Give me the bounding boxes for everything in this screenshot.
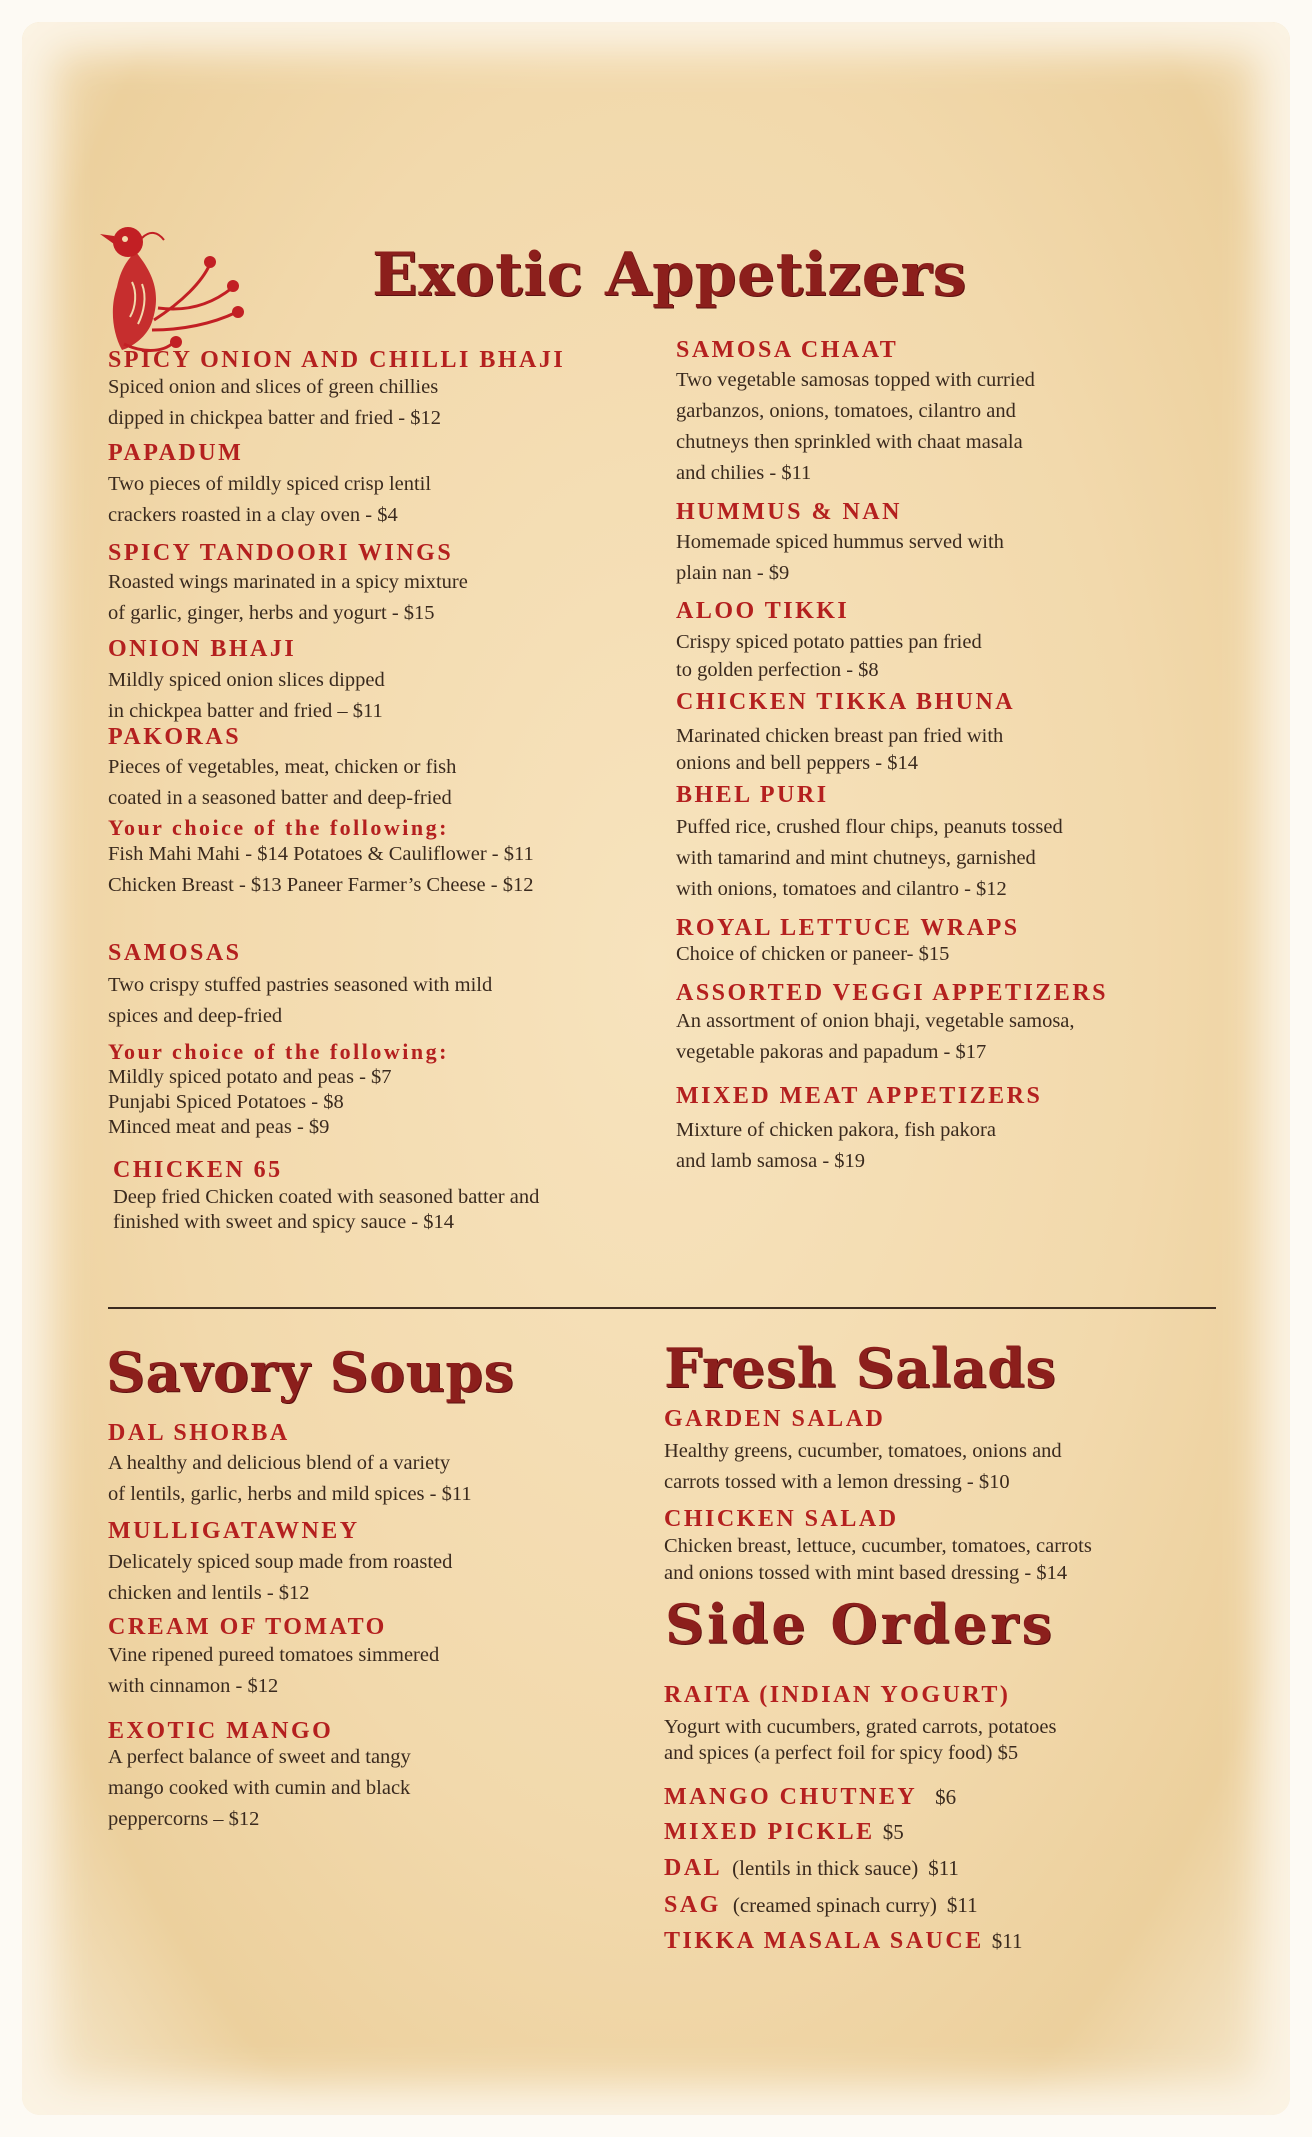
menu-item-desc: Deep fried Chicken coated with seasoned batter and finished with sweet and spicy sauce - $14 — [113, 1186, 540, 1233]
menu-page — [22, 22, 1290, 2115]
menu-item-name: ONION BHAJI — [108, 636, 297, 662]
menu-item-name: SPICY ONION AND CHILLI BHAJI — [108, 347, 566, 373]
menu-item-name: SAMOSAS — [108, 940, 242, 966]
menu-item-name: CHICKEN TIKKA BHUNA — [676, 689, 1016, 715]
choice-options: Mildly spiced potato and peas - $7 Punjabi Spiced Potatoes - $8 Minced meat and peas - $9 — [108, 1066, 392, 1138]
side-order-detail: (lentils in thick sauce) — [732, 1856, 919, 1880]
menu-item-desc: Mildly spiced onion slices dipped in chickpea batter and fried – $11 — [108, 669, 385, 722]
side-order-price: $6 — [935, 1785, 957, 1809]
salads-title: Fresh Salads — [664, 1336, 1057, 1400]
menu-item-desc: Roasted wings marinated in a spicy mixture of garlic, ginger, herbs and yogurt - $15 — [108, 571, 468, 624]
side-order-line — [664, 1784, 956, 1811]
side-order-name: MIXED PICKLE — [664, 1819, 875, 1845]
side-order-price: $11 — [928, 1856, 959, 1880]
menu-item-name: ASSORTED VEGGI APPETIZERS — [676, 980, 1108, 1006]
menu-item-name: CHICKEN 65 — [113, 1157, 283, 1183]
menu-item-name: ALOO TIKKI — [676, 598, 850, 624]
side-order-name: SAG — [664, 1892, 721, 1918]
side-order-price: $11 — [946, 1893, 978, 1917]
menu-item-name: CHICKEN SALAD — [664, 1506, 899, 1532]
menu-item-name: EXOTIC MANGO — [108, 1718, 334, 1744]
side-order-price: $11 — [991, 1929, 1023, 1953]
side-order-line — [664, 1855, 959, 1882]
side-order-name: MANGO CHUTNEY — [664, 1784, 918, 1810]
menu-item-desc: Healthy greens, cucumber, tomatoes, onions and carrots tossed with a lemon dressing - $10 — [664, 1440, 1062, 1493]
side-order-detail: (creamed spinach curry) — [732, 1893, 937, 1917]
menu-item-desc: Pieces of vegetables, meat, chicken or fish coated in a seasoned batter and deep-fried — [108, 756, 457, 809]
menu-item-desc: Yogurt with cucumbers, grated carrots, potatoes and spices (a perfect foil for spicy food) $5 — [664, 1716, 1057, 1764]
menu-item-desc: Two vegetable samosas topped with curried garbanzos, onions, tomatoes, cilantro and chutneys then sprinkled with chaat masala and chilies - $11 — [676, 369, 1035, 484]
menu-item-name: PAPADUM — [108, 440, 244, 466]
menu-item-name: HUMMUS & NAN — [676, 499, 902, 525]
menu-item-name: ROYAL LETTUCE WRAPS — [676, 915, 1020, 941]
menu-item-name: SAMOSA CHAAT — [676, 337, 899, 363]
menu-item-desc: Two crispy stuffed pastries seasoned with mild spices and deep-fried — [108, 974, 493, 1027]
menu-item-desc: Choice of chicken or paneer- $15 — [676, 943, 950, 965]
menu-item-desc: An assortment of onion bhaji, vegetable samosa, vegetable pakoras and papadum - $17 — [676, 1010, 1075, 1063]
menu-item-desc: Delicately spiced soup made from roasted chicken and lentils - $12 — [108, 1551, 453, 1604]
sides-title: Side Orders — [665, 1592, 1055, 1656]
side-order-name: TIKKA MASALA SAUCE — [664, 1928, 984, 1954]
choice-label: Your choice of the following: — [108, 1039, 449, 1064]
menu-item-name: DAL SHORBA — [108, 1420, 290, 1446]
menu-item-desc: A healthy and delicious blend of a variety of lentils, garlic, herbs and mild spices - $11 — [108, 1452, 472, 1505]
choice-label: Your choice of the following: — [108, 815, 449, 840]
menu-item-name: BHEL PURI — [676, 782, 829, 808]
soups-title: Savory Soups — [106, 1340, 515, 1404]
menu-item-desc: Homemade spiced hummus served with plain nan - $9 — [676, 531, 1004, 584]
menu-item-desc: Crispy spiced potato patties pan fried to golden perfection - $8 — [676, 631, 982, 681]
menu-item-desc: Two pieces of mildly spiced crisp lentil crackers roasted in a clay oven - $4 — [108, 473, 432, 526]
side-order-line — [664, 1892, 978, 1919]
menu-item-desc: Vine ripened pureed tomatoes simmered with cinnamon - $12 — [108, 1644, 440, 1697]
menu-item-name: RAITA (INDIAN YOGURT) — [664, 1682, 1011, 1708]
side-order-price: $5 — [882, 1820, 904, 1844]
menu-item-name: SPICY TANDOORI WINGS — [108, 540, 454, 566]
side-order-name: DAL — [664, 1855, 723, 1881]
menu-item-name: MIXED MEAT APPETIZERS — [676, 1083, 1043, 1109]
side-order-line — [664, 1928, 1022, 1955]
menu-item-desc: Puffed rice, crushed flour chips, peanuts tossed with tamarind and mint chutneys, garnished with onions, tomatoes and cilantro - $12 — [676, 816, 1063, 900]
menu-item-desc: Spiced onion and slices of green chillies dipped in chickpea batter and fried - $12 — [108, 376, 441, 429]
menu-item-name: GARDEN SALAD — [664, 1406, 886, 1432]
menu-item-desc: A perfect balance of sweet and tangy mango cooked with cumin and black peppercorns – $12 — [108, 1746, 411, 1830]
menu-item-name: CREAM OF TOMATO — [108, 1614, 387, 1640]
appetizers-title: Exotic Appetizers — [372, 240, 967, 310]
menu-item-desc: Mixture of chicken pakora, fish pakora and lamb samosa - $19 — [676, 1119, 996, 1172]
side-order-line — [664, 1819, 904, 1846]
menu-item-desc: Marinated chicken breast pan fried with onions and bell peppers - $14 — [676, 725, 1004, 774]
menu-item-desc: Chicken breast, lettuce, cucumber, tomatoes, carrots and onions tossed with mint based dressing - $14 — [664, 1535, 1092, 1584]
section-divider — [108, 1307, 1216, 1309]
choice-options: Fish Mahi Mahi - $14 Potatoes & Cauliflower - $11 Chicken Breast - $13 Paneer Farmer’s Cheese - $12 — [108, 843, 534, 896]
menu-item-name: PAKORAS — [108, 724, 242, 750]
menu-item-name: MULLIGATAWNEY — [108, 1518, 360, 1544]
